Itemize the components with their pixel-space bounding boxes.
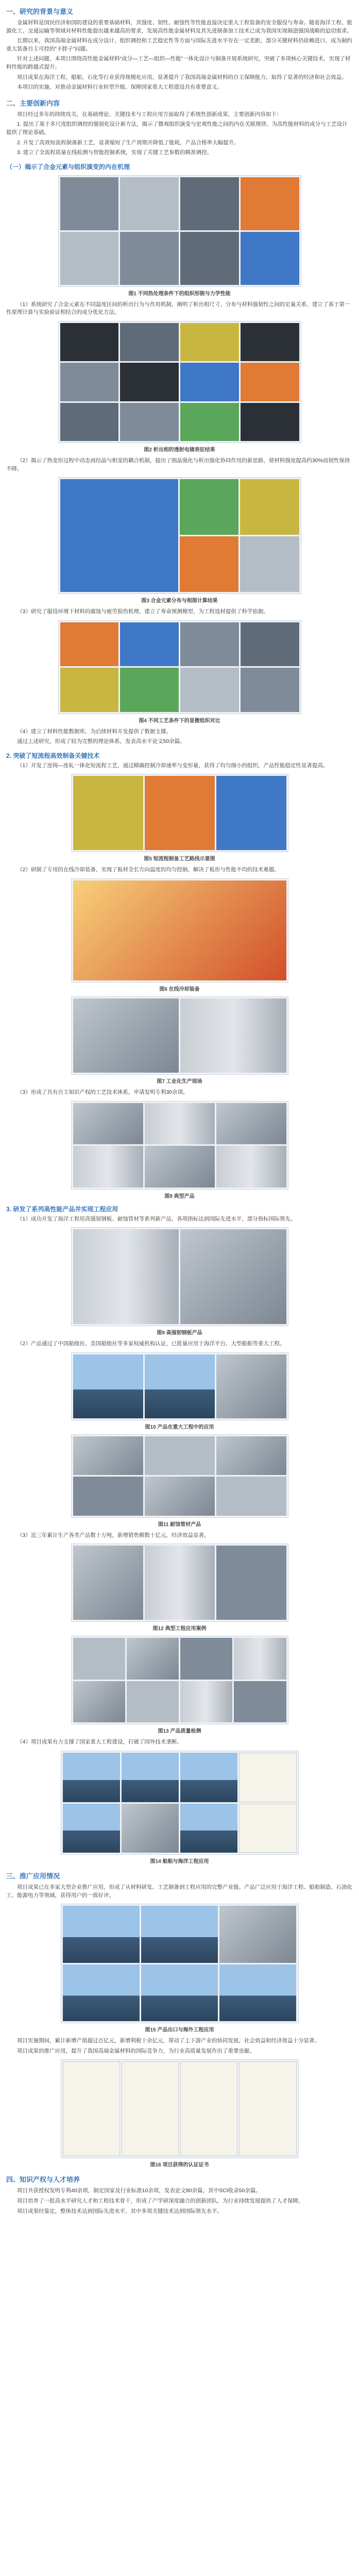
figure-9-image: [71, 1227, 288, 1326]
figure-caption: 图1 不同热处理条件下的组织形貌与力学性能: [128, 291, 231, 297]
paragraph: 长期以来，我国高端金属材料在成分设计、组织调控和工艺稳定性等方面与国际先进水平存在一定差距，部分关键材料仍依赖进口，成为制约重大装备自主可控的“卡脖子”问题。: [6, 38, 352, 52]
figure-caption: 图7 工业化生产现场: [157, 1079, 202, 1085]
paragraph: 通过上述研究，形成了较为完整的理论体系，发表高水平论文50余篇。: [17, 738, 185, 745]
figure-caption: 图13 产品质量检测: [158, 1728, 201, 1735]
figure-16: [6, 2059, 353, 2168]
paragraph: 针对上述问题，本项目围绕高性能金属材料“成分—工艺—组织—性能”一体化设计与制备开展系统研究，突破了多项核心关键技术，实现了材料性能的跨越式提升。: [6, 56, 351, 70]
figure-8-image: [71, 1101, 288, 1190]
figure-5-image: [71, 774, 288, 852]
paragraph: （2）揭示了热变形过程中动态再结晶与相变的耦合机制，提出了细晶强化与析出强化协同作用的新思路，使材料强度提高约30%而韧性保持不降。: [6, 457, 350, 472]
section-title-application: 三、推广应用情况: [6, 1872, 60, 1880]
paragraph: 项目成果已在多家大型企业推广应用，形成了从材料研发、工艺制备到工程应用的完整产业链。产品广泛应用于海洋工程、船舶制造、石油化工、能源电力等领域，获得用户的一致好评。: [6, 1884, 352, 1899]
figure-caption: 图14 船舶与海洋工程应用: [150, 1859, 209, 1865]
figure-caption: 图9 高强韧钢板产品: [157, 1330, 202, 1336]
figure-7-image: [71, 996, 288, 1075]
figure-13-image: [71, 1636, 288, 1724]
paragraph: （2）产品通过了中国船级社、美国船级社等多家权威机构认证，已批量应用于海洋平台、大型船舶等重大工程。: [17, 1341, 285, 1347]
figure-4: [6, 620, 353, 724]
bottom-spacer: [6, 2217, 353, 2218]
figure-3-image: [58, 477, 301, 594]
figure-caption: 图4 不同工艺条件下的显微组织对比: [139, 718, 220, 724]
figure-caption: 图8 典型产品: [164, 1193, 195, 1199]
figure-10: [6, 1352, 353, 1430]
paragraph: （4）项目成果有力支撑了国家重大工程建设，打破了国外技术垄断。: [17, 1739, 182, 1745]
figure-6: [6, 878, 353, 992]
figure-caption: 图12 典型工程应用案例: [152, 1626, 207, 1632]
paragraph: 项目成果在海洋工程、船舶、石化等行业获得规模化应用，显著提升了我国高端金属材料的自主保障能力，取得了显著的经济和社会效益。: [17, 74, 347, 80]
figure-11-image: [71, 1434, 288, 1518]
section-title-ip: 四、知识产权与人才培养: [6, 2176, 80, 2184]
figure-12-image: [71, 1544, 288, 1622]
section-title-background: 一、研究的背景与意义: [6, 8, 74, 15]
paragraph: （2）研制了专用的在线冷却装备，实现了板材全长方向温度的均匀控制，解决了板形与性能不均的技术难题。: [17, 867, 280, 873]
paragraph: （1）开发了连铸—连轧一体化短流程工艺，通过精确控制冷却速率与变形量，获得了均匀细小的组织，产品性能稳定性显著提高。: [17, 762, 329, 769]
figure-caption: 图11 耐蚀管材产品: [158, 1521, 201, 1528]
paragraph: 1. 提出了基于多尺度组织调控的强韧化设计新方法，揭示了微观组织演变与宏观性能之间的内在关联规律，为高性能材料的成分与工艺设计提供了理论基础。: [6, 121, 348, 135]
figure-2-image: [58, 321, 301, 443]
paragraph: 项目实施期间，累计新增产值超过百亿元，新增利税十余亿元，带动了上下游产业的协同发展，社会效益和经济效益十分显著。: [17, 2038, 320, 2044]
figure-14: [6, 1751, 353, 1865]
figure-1: [6, 175, 353, 297]
figure-12: [6, 1544, 353, 1632]
paragraph: （4）建立了材料性能数据库，为后续材料开发提供了数据支撑。: [17, 728, 172, 735]
paragraph: （1）成功开发了海洋工程用高强韧钢板、耐蚀管材等系列新产品，各项指标达到国际先进水平，部分指标国际领先。: [17, 1215, 296, 1222]
section-title-innovation: 二、主要创新内容: [6, 99, 60, 107]
figure-11: [6, 1434, 353, 1528]
figure-9: [6, 1227, 353, 1336]
paragraph: 2. 开发了高效短流程制备新工艺，显著缩短了生产周期并降低了能耗，产品合格率大幅提升。: [17, 139, 240, 146]
figure-caption: 图6 在线冷却装备: [159, 987, 200, 993]
paragraph: 项目成果经鉴定，整体技术达到国际先进水平，其中多项关键技术达到国际领先水平。: [17, 2208, 223, 2214]
paragraph: （1）系统研究了合金元素在不同温度区间的析出行为与作用机制，阐明了析出相尺寸、分布与材料强韧性之间的定量关系，建立了基于第一性原理计算与实验验证相结合的成分优化方法。: [6, 301, 350, 316]
paragraph: 金属材料是国民经济和国防建设的重要基础材料，其强度、韧性、耐蚀性等性能直接决定重大工程装备的安全服役与寿命。随着海洋工程、能源化工、交通运输等领域对材料性能提出越来越高的要求，发展高性能金属材料及其先进制备加工技术已成为我国实现制造强国战略的迫切需求。: [6, 20, 352, 34]
figure-2: [6, 321, 353, 453]
paragraph: （3）形成了具有自主知识产权的工艺技术体系，申请发明专利30余项。: [17, 1089, 189, 1096]
paragraph: 3. 建立了全流程质量在线检测与智能控制系统，实现了关键工艺参数的精准调控。: [17, 149, 213, 156]
paragraph: 项目成果的推广应用，提升了我国高端金属材料的国际竞争力，为行业高质量发展作出了重要贡献。: [17, 2047, 255, 2054]
figure-1-image: [58, 175, 301, 287]
figure-16-image: [61, 2059, 299, 2158]
figure-caption: 图15 产品出口与海外工程应用: [145, 2027, 214, 2033]
figure-14-image: [61, 1751, 299, 1855]
figure-caption: 图16 项目获得的认证证书: [150, 2162, 209, 2168]
figure-caption: 图10 产品在重大工程中的应用: [145, 1424, 214, 1430]
paragraph: 项目共获授权发明专利40余项，制定国家及行业标准10余项，发表论文80余篇，其中SCI收录50余篇。: [17, 2188, 261, 2194]
subsection-title: 3. 研发了系列高性能产品并实现工程应用: [6, 1205, 118, 1213]
figure-13: [6, 1636, 353, 1734]
paragraph: （3）近三年累计生产各类产品数十万吨，新增销售额数十亿元，经济效益显著。: [17, 1532, 210, 1538]
paragraph: （3）研究了服役环境下材料的腐蚀与疲劳损伤机理，建立了寿命预测模型，为工程选材提供了科学依据。: [17, 608, 269, 615]
paragraph: 项目经过多年的持续攻关，在基础理论、关键技术与工程应用方面取得了系统性创新成果，主要创新内容如下：: [17, 111, 282, 117]
figure-caption: 图2 析出相的透射电镜表征结果: [144, 447, 215, 453]
subsection-title: 2. 突破了短流程高效制备关键技术: [6, 752, 100, 759]
article: [0, 6, 359, 2218]
figure-8: [6, 1101, 353, 1199]
figure-6-image: [71, 878, 288, 982]
paragraph: 本项目的实施，对推动金属材料行业转型升级、保障国家重大工程建设具有重要意义。: [17, 84, 223, 91]
figure-caption: 图3 合金元素分布与相图计算结果: [141, 598, 218, 604]
figure-10-image: [71, 1352, 288, 1420]
figure-caption: 图5 短流程制备工艺路线示意图: [144, 856, 215, 862]
paragraph: 项目培养了一批高水平研究人才和工程技术骨干，形成了产学研深度融合的创新团队，为行业持续发展提供了人才保障。: [17, 2198, 304, 2204]
figure-4-image: [58, 620, 301, 714]
figure-15: [6, 1904, 353, 2033]
subsection-title: （一）揭示了合金元素与组织演变的内在机理: [6, 163, 130, 171]
figure-5: [6, 774, 353, 862]
figure-3: [6, 477, 353, 604]
figure-15-image: [61, 1904, 299, 2023]
figure-7: [6, 996, 353, 1084]
